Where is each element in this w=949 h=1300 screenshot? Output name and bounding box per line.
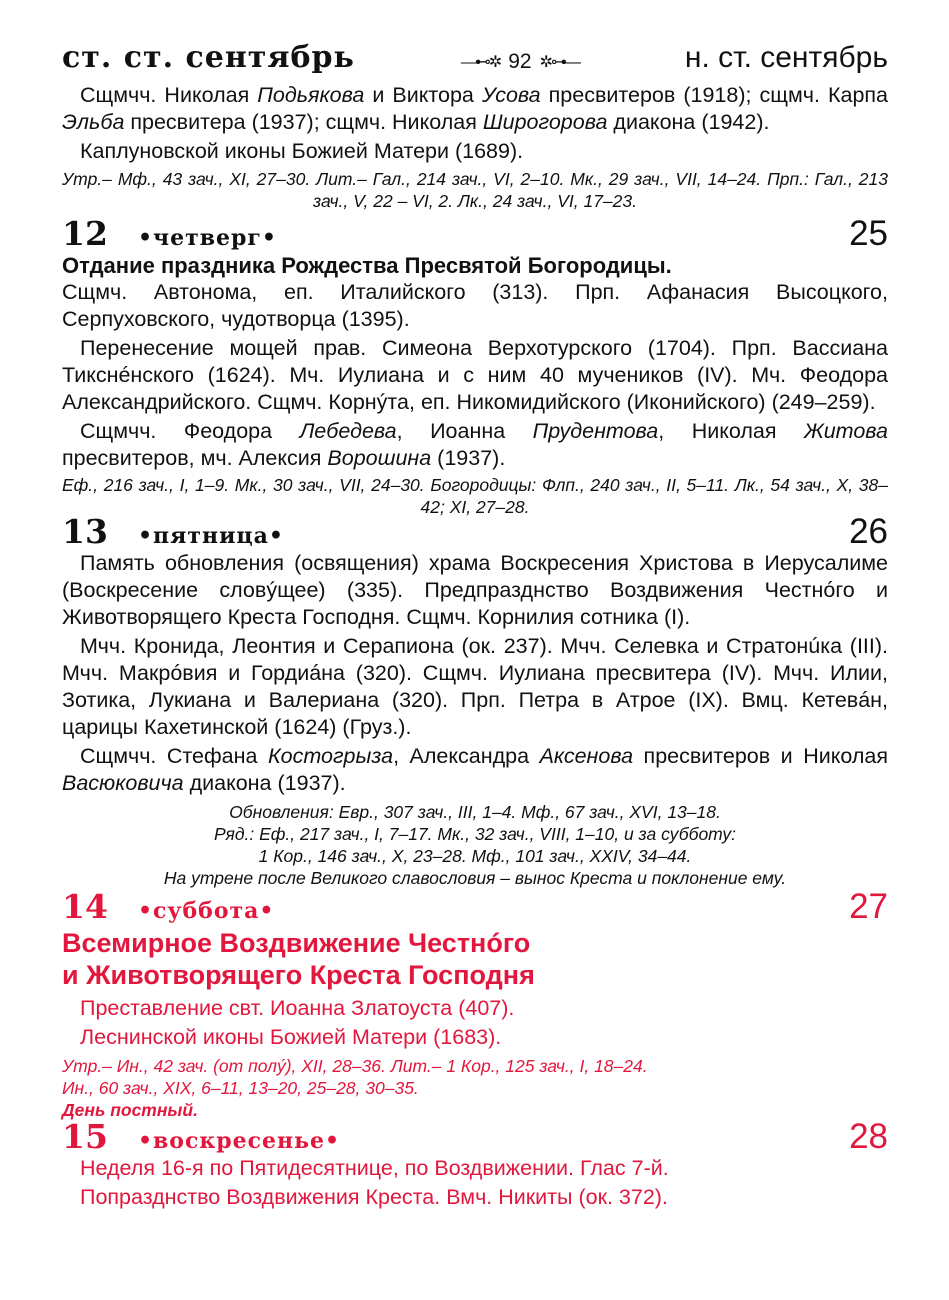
day-13-reading-1: Обновления: Евр., 307 зач., III, 1–4. Мф., 67 зач., XVI, 13–18. bbox=[229, 802, 721, 822]
day-14-paragraph-2: Леснинской иконы Божией Матери (1683). bbox=[80, 1025, 502, 1049]
intro-icon-line: Каплуновской иконы Божией Матери (1689). bbox=[80, 139, 524, 163]
day-14-section bbox=[62, 887, 888, 1211]
day-14-reading-1: Утр.– Ин., 42 зач. (от полý), XII, 28–36. Лит.– 1 Кор., 125 зач., I, 18–24. bbox=[62, 1056, 648, 1076]
day-12-old-date: 12 bbox=[62, 214, 108, 253]
day-15-weekday: •воскресенье• bbox=[137, 1128, 341, 1154]
day-13-paragraph-3: Сщмчч. Стефана Костогрыза, Александра Аксенова пресвитеров и Николая Васюковича диакона (1937). bbox=[62, 744, 889, 795]
day-12-paragraph-2: Перенесение мощей прав. Симеона Верхотурского (1704). Прп. Вассиана Тикснéнского (1624). Мч. Иулиана и с ним 40 мучеников (IV). Мч. Феодора Александрийского. Сщмч. Корнýта, еп. Никомидийского (Иконийского) (249–259). bbox=[62, 336, 888, 414]
day-12-paragraph-1: Сщмч. Автонома, еп. Италийского (313). Прп. Афанасия Высоцкого, Серпуховского, чудотворца (1395). bbox=[62, 280, 888, 331]
day-14-feast-title: Всемирное Воздвижение Честнóго и Животворящего Креста Господня bbox=[62, 928, 535, 990]
day-15-paragraph-2: Попразднство Воздвижения Креста. Вмч. Никиты (ок. 372). bbox=[80, 1185, 668, 1209]
day-15-paragraph-1: Неделя 16-я по Пятидесятнице, по Воздвижении. Глас 7-й. bbox=[80, 1156, 669, 1180]
day-14-weekday: •суббота• bbox=[137, 898, 275, 924]
new-style-month: н. ст. сентябрь bbox=[684, 41, 888, 74]
day-14-row bbox=[62, 887, 888, 925]
old-style-month: ст. ст. сентябрь bbox=[62, 40, 355, 75]
day-13-reading-3: 1 Кор., 146 зач., X, 23–28. Мф., 101 зач., XXIV, 34–44. bbox=[258, 846, 692, 866]
intro-paragraph: Сщмчч. Николая Подьякова и Виктора Усова пресвитеров (1918); сщмч. Карпа Эльба пресвитера (1937); сщмч. Николая Широгорова диакона (1942). bbox=[62, 83, 888, 134]
day-12-new-date: 25 bbox=[849, 214, 888, 253]
flourish-left-icon: —⊷✲ bbox=[460, 54, 501, 71]
day-14-fast-note: День постный. bbox=[62, 1100, 198, 1120]
day-13-new-date: 26 bbox=[849, 512, 888, 551]
day-12-readings: Еф., 216 зач., I, 1–9. Мк., 30 зач., VII, 24–30. Богородицы: Флп., 240 зач., II, 5–11. Лк., 54 зач., X, 38–42; XI, 27–28. bbox=[62, 475, 888, 517]
day-13-paragraph-2: Мчч. Кронида, Леонтия и Серапиона (ок. 237). Мчч. Селевка и Стратонúка (III). Мчч. Макрóвия и Гордиáна (320). Сщмч. Иулиана пресвитера (IV). Мчч. Илии, Зотика, Лукиана и Валериана (320). Прп. Петра в Атрое (IX). Вмц. Кетевáн, царицы Кахетинской (1624) (Груз.). bbox=[62, 634, 888, 739]
day-12-weekday: •четверг• bbox=[137, 225, 277, 251]
calendar-page bbox=[62, 40, 888, 1211]
day-13-paragraph-1: Память обновления (освящения) храма Воскресения Христова в Иерусалиме (Воскресение словýщее) (335). Предпразднство Воздвижения Честнóго и Животворящего Креста Господня. Сщмч. Корнилия сотника (I). bbox=[62, 551, 888, 629]
day-14-old-date: 14 bbox=[62, 887, 108, 926]
page-number: 92 bbox=[508, 50, 532, 73]
day-13-weekday: •пятница• bbox=[137, 523, 284, 549]
page-number-block bbox=[461, 50, 579, 74]
day-15-row bbox=[62, 1117, 888, 1155]
day-13-reading-4: На утрене после Великого славословия – вынос Креста и поклонение ему. bbox=[163, 868, 787, 888]
day-15-old-date: 15 bbox=[62, 1117, 108, 1156]
day-14-reading-2: Ин., 60 зач., XIX, 6–11, 13–20, 25–28, 30–35. bbox=[62, 1078, 419, 1098]
intro-readings: Утр.– Мф., 43 зач., XI, 27–30. Лит.– Гал., 214 зач., VI, 2–10. Мк., 29 зач., VII, 14–24. Прп.: Гал., 213 зач., V, 22 – VI, 2. Лк., 24 зач., VI, 17–23. bbox=[62, 169, 888, 211]
day-13-old-date: 13 bbox=[62, 512, 108, 551]
day-14-paragraph-1: Преставление свт. Иоанна Златоуста (407). bbox=[80, 996, 515, 1020]
day-15-new-date: 28 bbox=[849, 1117, 888, 1156]
day-14-new-date: 27 bbox=[849, 887, 888, 926]
day-12-paragraph-3: Сщмчч. Феодора Лебедева, Иоанна Прудентова, Николая Житова пресвитеров, мч. Алексия Ворошина (1937). bbox=[62, 419, 889, 470]
day-12-row bbox=[62, 214, 888, 252]
flourish-right-icon: ✲⊶— bbox=[539, 54, 579, 71]
day-13-reading-2: Ряд.: Еф., 217 зач., I, 7–17. Мк., 32 зач., VIII, 1–10, и за субботу: bbox=[214, 824, 736, 844]
day-12-feast: Отдание праздника Рождества Пресвятой Богородицы. bbox=[62, 253, 672, 278]
